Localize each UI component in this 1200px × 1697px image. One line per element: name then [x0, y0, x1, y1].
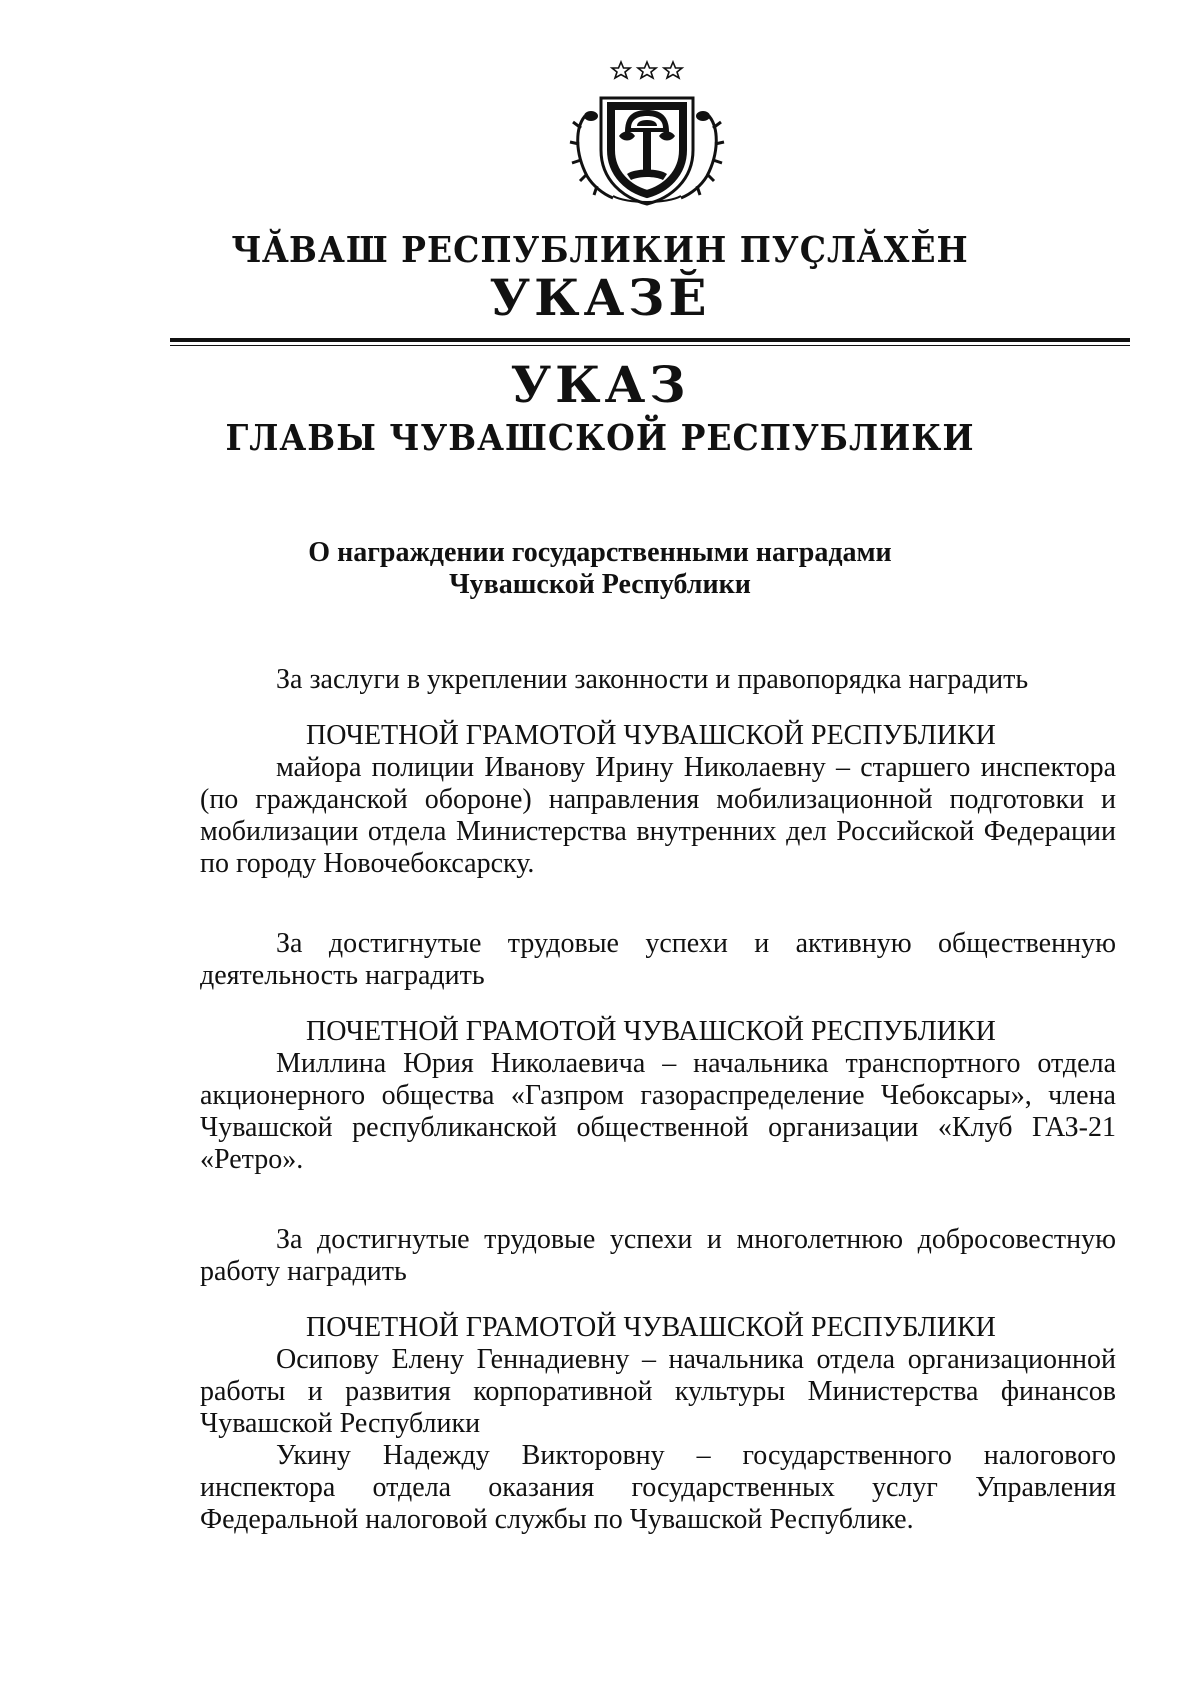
section-3-recipient-2: Укину Надежду Викторовну – государственного налогового инспектора отдела оказания государственных услуг Управления Федеральной налоговой службы по Чувашской Республике.	[200, 1440, 1116, 1535]
header-divider-thin	[170, 345, 1130, 346]
decree-subject-line-1: О награждении государственными наградами	[308, 537, 892, 568]
section-2-intro: За достигнутые трудовые успехи и активную общественную деятельность наградить	[200, 928, 1116, 991]
section-1-recipient-1: майора полиции Иванову Ирину Николаевну – старшего инспектора (по гражданской обороне) направления мобилизационной подготовки и мобилизации отдела Министерства внутренних дел Российской Федерации по городу Новочебоксарску.	[200, 752, 1116, 879]
decree-subject	[0, 537, 1200, 601]
section-1-award: ПОЧЕТНОЙ ГРАМОТОЙ ЧУВАШСКОЙ РЕСПУБЛИКИ	[306, 720, 996, 751]
section-2-award: ПОЧЕТНОЙ ГРАМОТОЙ ЧУВАШСКОЙ РЕСПУБЛИКИ	[306, 1016, 996, 1047]
section-3-award: ПОЧЕТНОЙ ГРАМОТОЙ ЧУВАШСКОЙ РЕСПУБЛИКИ	[306, 1312, 996, 1343]
section-2-recipient-1: Миллина Юрия Николаевича – начальника транспортного отдела акционерного общества «Газпром газораспределение Чебоксары», члена Чувашской республиканской общественной организации «Клуб ГАЗ-21 «Ретро».	[200, 1048, 1116, 1175]
chuvash-decree-heading: УКАЗĔ	[489, 268, 711, 327]
section-1-intro: За заслуги в укреплении законности и правопорядка наградить	[276, 664, 1029, 695]
decree-subject-line-2: Чувашской Республики	[449, 569, 751, 600]
section-3-intro: За достигнутые трудовые успехи и многолетнюю добросовестную работу наградить	[200, 1224, 1116, 1287]
section-3-recipient-1: Осипову Елену Геннадиевну – начальника отдела организационной работы и развития корпоративной культуры Министерства финансов Чувашской Республики	[200, 1344, 1116, 1439]
russian-header-title: ГЛАВЫ ЧУВАШСКОЙ РЕСПУБЛИКИ	[225, 416, 975, 459]
header-divider-thick	[170, 338, 1130, 342]
decree-body	[200, 664, 1116, 1536]
chuvashia-coat-of-arms-icon	[567, 58, 727, 208]
russian-decree-heading: УКАЗ	[510, 355, 690, 414]
chuvash-header-title: ЧĂВАШ РЕСПУБЛИКИН ПУÇЛĂХĔН	[231, 228, 969, 271]
